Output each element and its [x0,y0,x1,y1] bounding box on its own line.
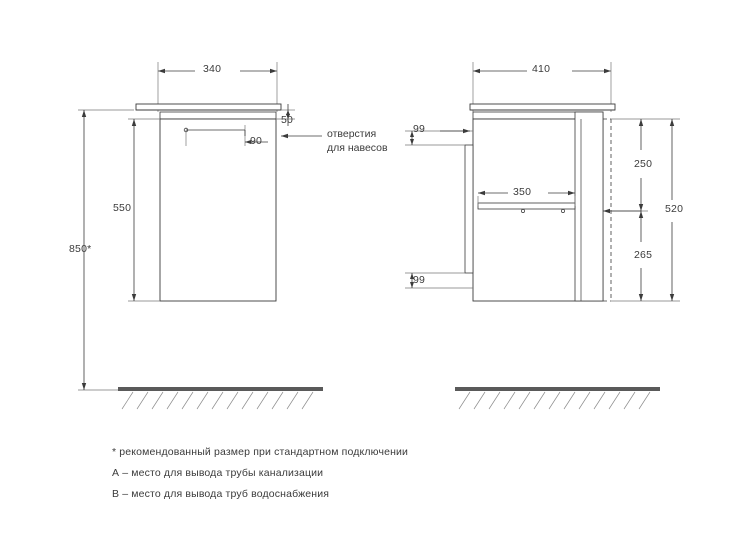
dim-label-90: 90 [250,135,263,147]
left-rail [160,112,276,119]
dim-label-250: 250 [634,158,653,170]
arrow-550-top [132,119,136,126]
back-panel [465,145,473,273]
annotation-mount-holes-line2: для навесов [327,142,388,154]
dim-label-550: 550 [113,202,132,214]
arrow-520-top [670,119,674,126]
dim-label-350: 350 [513,186,532,198]
arrow-250-bottom [639,204,643,211]
arrow-holes-right [463,129,470,133]
legend-note-3: В – место для вывода труб водоснабжения [112,488,330,500]
right-view-group [405,62,680,409]
arrow-340-left [158,69,165,73]
legend-notes [112,442,532,505]
shelf [478,203,575,209]
left-floor-hatch [122,392,313,409]
dim-label-99-bottom: 99 [413,274,426,286]
arrow-850-bottom [82,383,86,390]
right-floor-slab [455,387,660,391]
dim-label-850: 850* [69,243,92,255]
annotation-mount-holes-line1: отверстия [327,128,377,140]
dim-label-50: 50 [281,114,294,126]
arrow-550-bottom [132,294,136,301]
arrow-265-top [639,211,643,218]
right-floor-hatch [459,392,650,409]
right-countertop [470,104,615,110]
dim-label-410: 410 [532,63,551,75]
door-panel [575,112,603,301]
arrow-410-left [473,69,480,73]
left-floor-slab [118,387,323,391]
dim-label-99-top: 99 [413,123,426,135]
arrow-520-bottom [670,294,674,301]
arrow-250-top [639,119,643,126]
legend-note-1: * рекомендованный размер при стандартном подключении [112,446,409,458]
arrow-265-bottom [639,294,643,301]
dim-label-340: 340 [203,63,222,75]
dim-label-265: 265 [634,249,653,261]
legend-note-2: А – место для вывода трубы канализации [112,467,324,479]
arrow-850-top [82,110,86,117]
arrow-410-right [604,69,611,73]
left-countertop [136,104,281,110]
arrow-99-top-b [410,139,414,145]
arrow-340-right [270,69,277,73]
arrow-shelf-level [603,209,610,213]
annotation-mount-holes [327,127,388,155]
arrow-holes-annot [281,134,288,138]
dim-label-520: 520 [665,203,684,215]
